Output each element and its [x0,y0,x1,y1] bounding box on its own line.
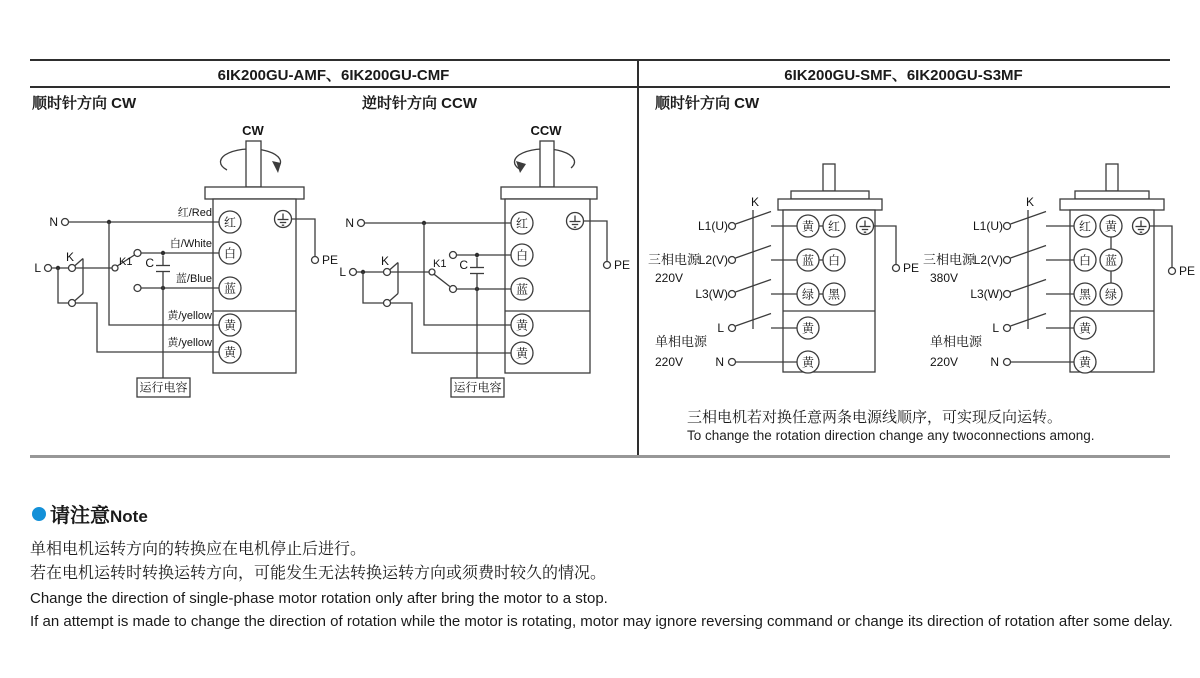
svg-text:红: 红 [827,219,841,234]
wire-label-white: 白/White [169,238,212,250]
terminal-blue [219,277,241,299]
terminal-white [219,242,241,264]
input-label-l2: L2(V) [698,253,728,267]
note-title [32,499,148,528]
single-phase-voltage: 220V [930,355,959,369]
motor-flange-step [791,191,869,199]
input-label-l3: L3(W) [695,287,728,301]
svg-text:蓝: 蓝 [1104,253,1118,268]
terminal-protector-2 [797,351,819,373]
header-title-right: 6IK200GU-SMF、6IK200GU-S3MF [784,67,1023,84]
terminal-yellow-2 [219,341,241,363]
note-line-en-2: If an attempt is made to change the direction of rotation while the motor is rotating, motor may ignore reversing command or change its direction of rotation after some delay. [30,613,1173,630]
input-label-l: L [992,321,999,335]
diagram-three-phase-380v [920,115,1200,415]
wire-label-yellow-1: 黄/yellow [167,310,212,322]
power-terminal-n [49,215,68,229]
switch-k [1011,195,1047,329]
svg-text:黑: 黑 [1078,287,1092,302]
svg-text:白: 白 [827,253,841,268]
svg-text:黄: 黄 [515,346,529,361]
svg-text:K: K [65,250,75,264]
power-terminal-l [34,261,51,275]
capacitor [145,256,170,379]
input-terminals [1004,223,1011,366]
input-label-n: N [990,355,999,369]
pe-label: PE [903,261,920,275]
terminal-yellow-1 [219,314,241,336]
svg-text:N: N [345,216,354,230]
terminal-protector-1 [797,317,819,339]
three-phase-label: 三相电源 [647,252,700,267]
note-title-zh: 请注意 [50,505,110,527]
pe-label: PE [614,258,631,272]
svg-text:白: 白 [515,248,529,263]
svg-text:黄: 黄 [801,219,815,234]
phase-note-zh: 三相电机若对换任意两条电源线顺序，可实现反向运转。 [687,409,1063,426]
input-label-l3: L3(W) [970,287,1003,301]
motor-flange [205,187,304,199]
section-bottom-rule [30,455,1170,458]
single-phase-label: 单相电源 [655,334,708,349]
svg-text:运行电容: 运行电容 [453,380,502,395]
phase-note-en: To change the rotation direction change any twoconnections among. [687,428,1095,443]
wire-label-blue: 蓝/Blue [175,273,212,285]
three-phase-label: 三相电源 [922,252,975,267]
svg-text:黄: 黄 [1078,321,1092,336]
svg-text:L: L [339,265,346,279]
earth-icon [1133,218,1150,235]
diagram-ccw [340,115,650,405]
direction-label-ccw: 逆时针方向 CCW [362,95,477,112]
diagram-cw [25,115,339,405]
note-line-en-1: Change the direction of single-phase motor rotation only after bring the motor to a stop. [30,590,608,607]
input-labels [923,219,1003,369]
wiring [357,221,512,353]
note-bullet-icon [32,507,46,521]
rotation-label: CW [242,123,264,138]
pe-terminal [292,219,339,267]
note-title-en: Note [110,507,148,526]
motor-shaft [246,141,261,187]
terminal-protector-1 [1074,317,1096,339]
power-terminal-l [339,265,356,279]
svg-text:红: 红 [515,216,529,231]
phase-reversal-note [687,409,1095,444]
motor-shaft [540,141,554,187]
svg-text:蓝: 蓝 [223,281,237,296]
svg-text:K1: K1 [433,258,447,270]
single-phase-label: 单相电源 [930,334,983,349]
three-phase-voltage: 220V [655,271,684,285]
earth-icon [275,211,292,228]
svg-text:黄: 黄 [801,321,815,336]
three-phase-voltage: 380V [930,271,959,285]
input-label-l2: L2(V) [973,253,1003,267]
svg-text:K: K [1025,195,1035,209]
capacitor-label: C [459,258,468,272]
svg-text:红: 红 [223,215,237,230]
input-label-l1: L1(U) [972,219,1003,233]
svg-text:黄: 黄 [515,318,529,333]
svg-text:N: N [49,215,58,229]
svg-text:红: 红 [1078,219,1092,234]
switch-k [66,250,83,307]
wire-label-red: 红/Red [177,207,212,219]
single-phase-voltage: 220V [655,355,684,369]
wire-label-yellow-2: 黄/yellow [167,337,212,349]
input-label-l: L [717,321,724,335]
terminal-red [219,211,241,233]
motor-shaft [1106,164,1118,191]
power-terminal-n [345,216,364,230]
pe-label: PE [1179,264,1196,278]
svg-text:白: 白 [223,246,237,261]
terminal-blue [511,278,533,300]
svg-text:黄: 黄 [223,345,237,360]
switch-k1 [429,252,457,293]
svg-text:黄: 黄 [1104,219,1118,234]
svg-text:蓝: 蓝 [801,253,815,268]
switch-k1 [112,250,141,292]
motor-shaft [823,164,835,191]
direction-label-cw-right: 顺时针方向 CW [655,95,760,112]
earth-icon [857,218,874,235]
header-rule-bottom [30,86,1170,88]
svg-text:黄: 黄 [801,355,815,370]
earth-icon [567,213,584,230]
header-title-left: 6IK200GU-AMF、6IK200GU-CMF [217,67,450,84]
svg-text:运行电容: 运行电容 [139,380,188,395]
terminal-protector-2 [1074,351,1096,373]
input-label-n: N [715,355,724,369]
input-labels [648,219,728,369]
svg-text:黑: 黑 [827,287,841,302]
run-capacitor-box [137,378,190,397]
note-line-zh-2: 若在电机运转时转换运转方向，可能发生无法转换运转方向或须费时较久的情况。 [30,565,607,582]
capacitor-label: C [145,256,154,270]
motor-flange [1060,199,1164,210]
terminal-red [511,212,533,234]
rotation-label: CCW [530,123,562,138]
direction-label-cw-left: 顺时针方向 CW [32,95,137,112]
svg-text:蓝: 蓝 [515,282,529,297]
svg-text:K1: K1 [119,256,133,268]
run-capacitor-box [451,378,504,397]
motor-flange [778,199,882,210]
svg-text:K: K [750,195,760,209]
wire-labels [167,206,212,349]
pe-label: PE [322,253,339,267]
header-rule-top [30,59,1170,61]
terminal-yellow-1 [511,314,533,336]
svg-text:黄: 黄 [1078,355,1092,370]
svg-text:绿: 绿 [801,287,815,302]
input-label-l1: L1(U) [697,219,728,233]
switch-k [736,195,772,329]
motor-flange [501,187,597,199]
capacitor [459,258,484,379]
switch-k [381,254,398,307]
terminal-yellow-2 [511,342,533,364]
input-terminals [729,223,736,366]
svg-text:K: K [380,254,390,268]
svg-text:L: L [34,261,41,275]
svg-text:绿: 绿 [1104,287,1118,302]
diagram-three-phase-220v [645,115,935,415]
pe-terminal [1150,226,1196,278]
pe-terminal [874,226,920,275]
terminal-white [511,244,533,266]
svg-text:白: 白 [1078,253,1092,268]
note-line-zh-1: 单相电机运转方向的转换应在电机停止后进行。 [30,541,367,558]
svg-text:黄: 黄 [223,318,237,333]
motor-flange-step [1075,191,1149,199]
